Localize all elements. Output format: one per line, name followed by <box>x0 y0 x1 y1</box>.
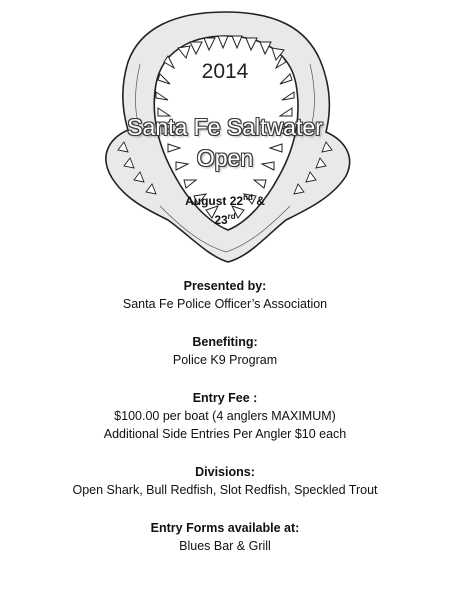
divisions-value: Open Shark, Bull Redfish, Slot Redfish, Speckled Trout <box>72 483 378 497</box>
event-dates-line2: 23rd <box>214 212 236 227</box>
event-info <box>0 277 450 575</box>
divisions-section <box>0 463 450 499</box>
presented-by-value: Santa Fe Police Officer’s Association <box>122 297 328 311</box>
event-title-line2: Open <box>196 145 254 171</box>
event-title-line1: Santa Fe Saltwater <box>127 114 323 140</box>
side-entries-value: Additional Side Entries Per Angler $10 each <box>103 427 347 441</box>
benefiting-label: Benefiting: <box>192 335 258 349</box>
entry-fee-label: Entry Fee : <box>192 391 258 405</box>
benefiting-value: Police K9 Program <box>172 353 278 367</box>
entry-fee-section <box>0 389 450 443</box>
entry-forms-section <box>0 519 450 555</box>
benefiting-section <box>0 333 450 369</box>
divisions-label: Divisions: <box>195 465 255 479</box>
entry-forms-label: Entry Forms available at: <box>150 521 300 535</box>
event-dates <box>0 192 450 230</box>
event-title <box>0 112 450 174</box>
entry-forms-value: Blues Bar & Grill <box>179 539 271 553</box>
event-year: 2014 <box>201 60 249 83</box>
entry-fee-value: $100.00 per boat (4 anglers MAXIMUM) <box>114 409 336 423</box>
presented-by-label: Presented by: <box>183 279 267 293</box>
presented-by-section <box>0 277 450 313</box>
event-dates-line1: August 22nd & <box>185 193 265 208</box>
